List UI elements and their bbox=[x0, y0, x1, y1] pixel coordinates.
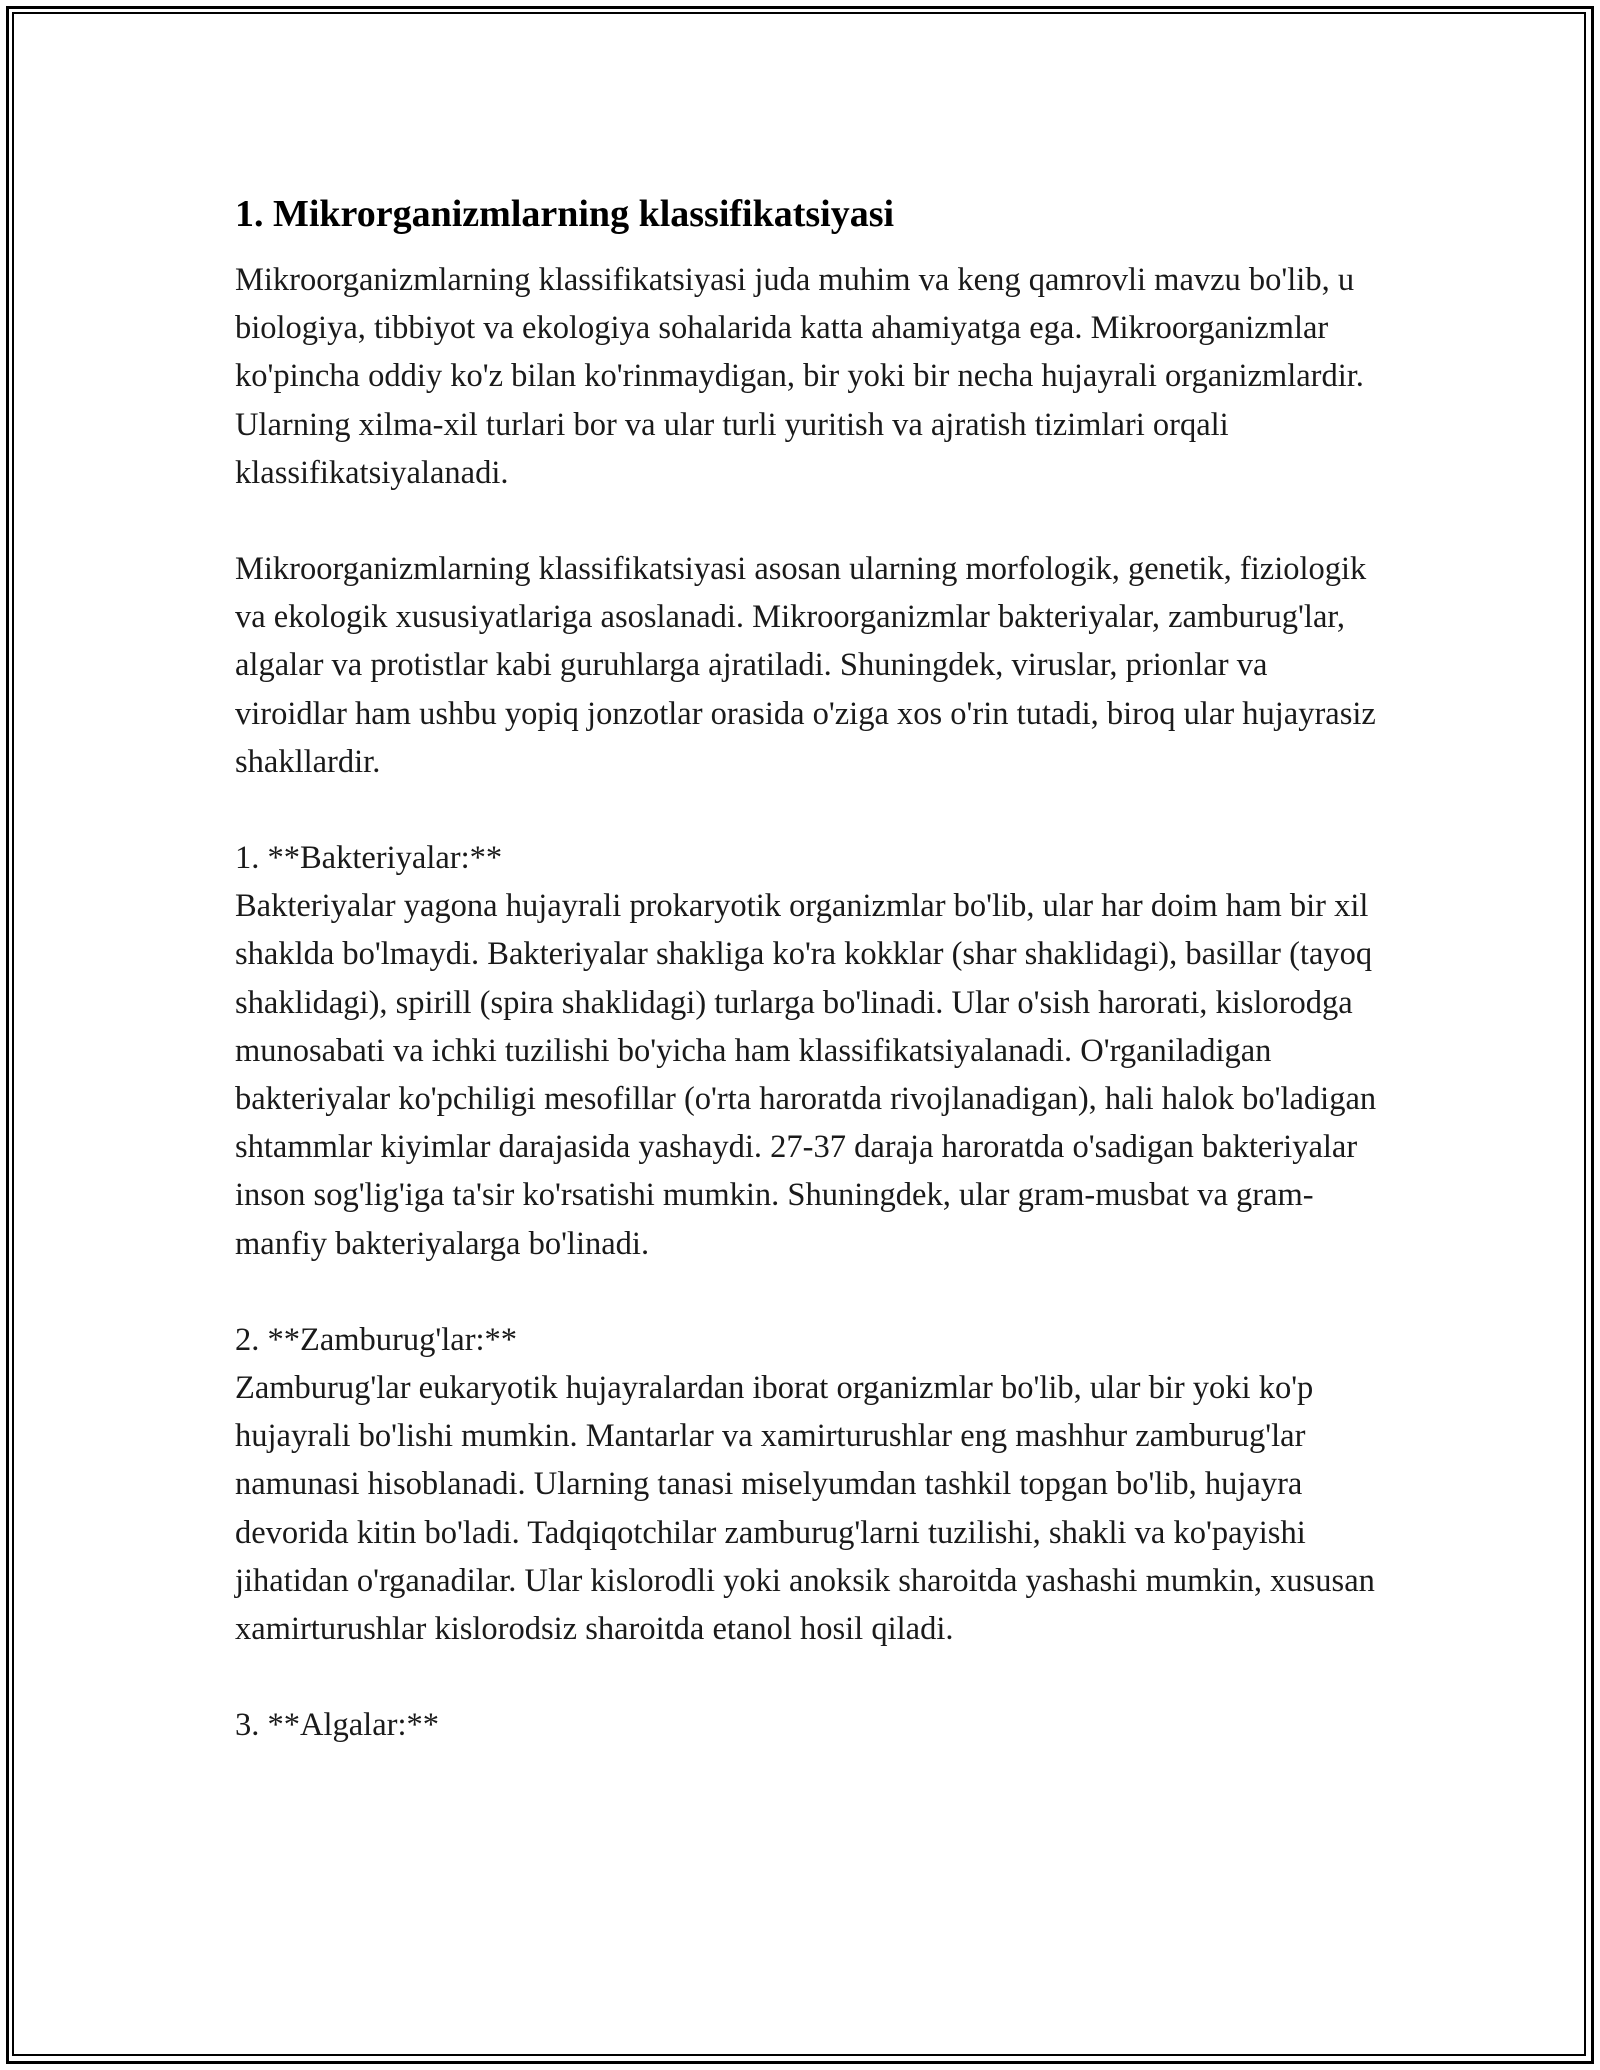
document-title: 1. Mikrorganizmlarning klassifikatsiyasi bbox=[235, 193, 895, 235]
section-body: Bakteriyalar yagona hujayrali prokaryotik organizmlar bo'lib, ular har doim ham bir xil shaklda bo'lmaydi. Bakteriyalar shakliga ko'ra kokklar (shar shaklidagi), basillar (tayoq shaklidagi), spirill (spira shaklidagi) turlarga bo'linadi. Ular o'sish harorati, kislorodga munosabati va ichki tuzilishi bo'yicha ham klassifikatsiyalanadi. O'rganiladigan bakteriyalar ko'pchiligi mesofillar (o'rta haroratda rivojlanadigan), hali halok bo'ladigan shtammlar kiyimlar darajasida yashaydi. 27-37 daraja haroratda o'sadigan bakteriyalar inson sog'lig'iga ta'sir ko'rsatishi mumkin. Shuningdek, ular gram-musbat va gram-manfiy bakteriyalarga bo'linadi. bbox=[235, 888, 1377, 1262]
section-fungi bbox=[235, 1316, 1385, 1653]
section-algae bbox=[235, 1701, 1385, 1749]
intro-paragraph: Mikroorganizmlarning klassifikatsiyasi juda muhim va keng qamrovli mavzu bo'lib, u biologiya, tibbiyot va ekologiya sohalarida katta ahamiyatga ega. Mikroorganizmlar ko'pincha oddiy ko'z bilan ko'rinmaydigan, bir yoki bir necha hujayrali organizmlardir. Ularning xilma-xil turlari bor va ular turli yuritish va ajratish tizimlari orqali klassifikatsiyalanadi. bbox=[235, 262, 1364, 491]
document-body bbox=[235, 188, 1385, 1749]
section-body: Zamburug'lar eukaryotik hujayralardan iborat organizmlar bo'lib, ular bir yoki ko'p hujayrali bo'lishi mumkin. Mantarlar va xamirturushlar eng mashhur zamburug'lar namunasi hisoblanadi. Ularning tanasi miselyumdan tashkil topgan bo'lib, hujayra devorida kitin bo'ladi. Tadqiqotchilar zamburug'larni tuzilishi, shakli va ko'payishi jihatidan o'rganadilar. Ular kislorodli yoki anoksik sharoitda yashashi mumkin, xususan xamirturushlar kislorodsiz sharoitda etanol hosil qiladi. bbox=[235, 1370, 1375, 1648]
intro-paragraph: Mikroorganizmlarning klassifikatsiyasi asosan ularning morfologik, genetik, fiziologik va ekologik xususiyatlariga asoslanadi. Mikroorganizmlar bakteriyalar, zamburug'lar, algalar va protistlar kabi guruhlarga ajratiladi. Shuningdek, viruslar, prionlar va viroidlar ham ushbu yopiq jonzotlar orasida o'ziga xos o'rin tutadi, biroq ular hujayrasiz shakllardir. bbox=[235, 551, 1376, 780]
section-heading: 3. **Algalar:** bbox=[235, 1707, 439, 1744]
section-heading: 2. **Zamburug'lar:** bbox=[235, 1321, 518, 1358]
section-bacteria bbox=[235, 834, 1385, 1268]
section-heading: 1. **Bakteriyalar:** bbox=[235, 840, 503, 877]
